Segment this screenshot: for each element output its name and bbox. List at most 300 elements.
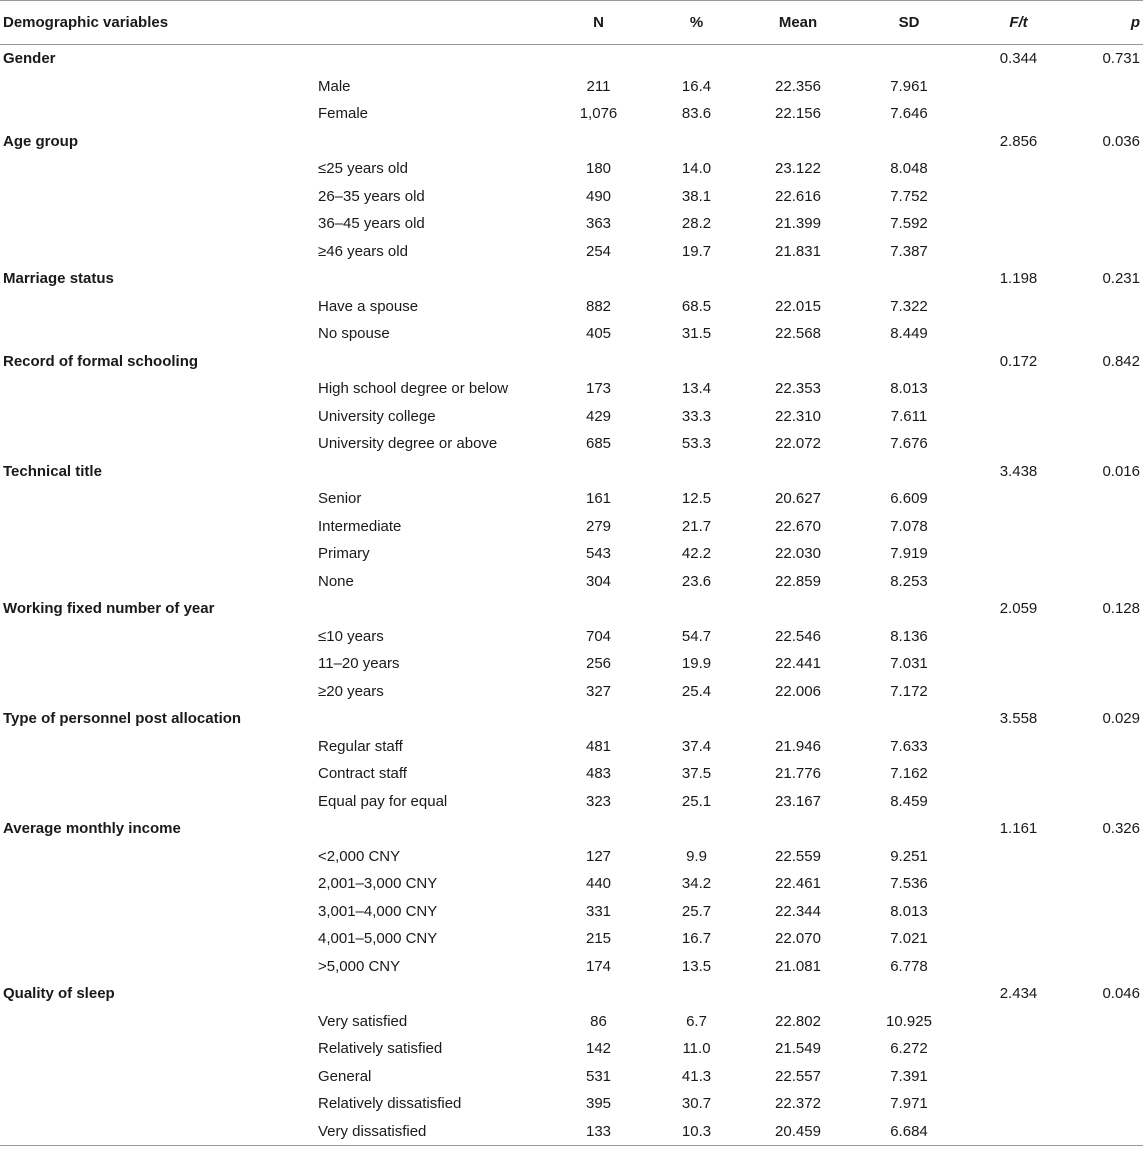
- blank-cell: [968, 540, 1069, 568]
- f-t-value: 0.172: [999, 352, 1038, 370]
- blank-cell: [968, 1090, 1069, 1118]
- blank-cell: [0, 1090, 318, 1118]
- blank-cell: [0, 843, 318, 871]
- percent-value: 13.4: [681, 380, 712, 397]
- category-label: <2,000 CNY: [318, 847, 401, 865]
- blank-cell: [968, 568, 1069, 596]
- p-value: 0.029: [1102, 710, 1140, 727]
- blank-cell: [746, 265, 850, 293]
- category-label: Relatively dissatisfied: [318, 1095, 462, 1112]
- table-row: [0, 1090, 1143, 1118]
- blank-cell: [1069, 733, 1143, 761]
- category-label: University degree or above: [318, 435, 498, 452]
- table-row: [0, 73, 1143, 101]
- blank-cell: [968, 1008, 1069, 1036]
- blank-cell: [1069, 898, 1143, 926]
- blank-cell: [968, 843, 1069, 871]
- blank-cell: [0, 293, 318, 321]
- sd-value: 8.459: [890, 792, 928, 810]
- blank-cell: [850, 128, 968, 156]
- mean-value: 22.568: [775, 325, 821, 342]
- percent-value: 19.9: [681, 655, 712, 672]
- blank-cell: [0, 733, 318, 761]
- category-label: Male: [318, 77, 351, 95]
- table-row: [0, 1118, 1143, 1146]
- sd-value: 7.961: [890, 77, 928, 95]
- blank-cell: [1069, 238, 1143, 266]
- percent-value: 14.0: [681, 160, 712, 177]
- group-row: [0, 705, 1143, 733]
- n-value: 279: [585, 517, 612, 535]
- group-name: Average monthly income: [3, 820, 181, 837]
- percent-value: 19.7: [681, 242, 712, 260]
- blank-cell: [1069, 210, 1143, 238]
- percent-value: 54.7: [681, 627, 712, 645]
- category-label: 2,001–3,000 CNY: [318, 875, 438, 892]
- sd-value: 7.322: [890, 297, 928, 315]
- sd-value: 8.048: [890, 160, 928, 177]
- n-value: 440: [585, 875, 612, 892]
- blank-cell: [550, 705, 647, 733]
- blank-cell: [968, 623, 1069, 651]
- blank-cell: [1069, 760, 1143, 788]
- blank-cell: [647, 980, 746, 1008]
- n-value: 323: [585, 792, 612, 810]
- blank-cell: [550, 815, 647, 843]
- blank-cell: [1069, 1063, 1143, 1091]
- group-name: Working fixed number of year: [3, 600, 215, 617]
- table-row: [0, 623, 1143, 651]
- blank-cell: [968, 925, 1069, 953]
- n-value: 331: [585, 902, 612, 920]
- table-row: [0, 540, 1143, 568]
- header-f-t: F/t: [968, 1, 1069, 45]
- blank-cell: [0, 953, 318, 981]
- blank-cell: [0, 210, 318, 238]
- blank-cell: [647, 128, 746, 156]
- blank-cell: [647, 265, 746, 293]
- table-row: [0, 375, 1143, 403]
- category-label: University college: [318, 407, 436, 425]
- n-value: 531: [585, 1067, 612, 1085]
- blank-cell: [968, 430, 1069, 458]
- sd-value: 8.253: [890, 572, 928, 590]
- header-mean: Mean: [746, 1, 850, 45]
- p-value: 0.128: [1102, 600, 1140, 617]
- table-row: [0, 1008, 1143, 1036]
- blank-cell: [0, 430, 318, 458]
- blank-cell: [746, 348, 850, 376]
- percent-value: 33.3: [681, 407, 712, 425]
- mean-value: 22.353: [775, 380, 821, 397]
- mean-value: 22.356: [775, 77, 821, 95]
- sd-value: 6.778: [890, 957, 928, 975]
- blank-cell: [0, 100, 318, 128]
- n-value: 395: [585, 1095, 612, 1112]
- blank-cell: [0, 485, 318, 513]
- category-label: ≤10 years: [318, 627, 384, 645]
- n-value: 1,076: [579, 105, 618, 122]
- group-name: Marriage status: [3, 270, 114, 287]
- sd-value: 7.676: [890, 435, 928, 452]
- percent-value: 23.6: [681, 572, 712, 590]
- blank-cell: [318, 265, 550, 293]
- blank-cell: [968, 210, 1069, 238]
- n-value: 704: [585, 627, 612, 645]
- mean-value: 21.776: [775, 765, 821, 782]
- mean-value: 23.122: [775, 160, 821, 177]
- blank-cell: [318, 980, 550, 1008]
- mean-value: 22.072: [775, 435, 821, 452]
- sd-value: 7.646: [890, 105, 928, 122]
- percent-value: 25.7: [681, 902, 712, 920]
- blank-cell: [1069, 100, 1143, 128]
- blank-cell: [1069, 925, 1143, 953]
- n-value: 173: [585, 380, 612, 397]
- header-p: p: [1069, 1, 1143, 45]
- p-value: 0.036: [1102, 132, 1140, 150]
- mean-value: 21.831: [775, 242, 821, 260]
- blank-cell: [1069, 293, 1143, 321]
- blank-cell: [1069, 430, 1143, 458]
- sd-value: 7.919: [890, 545, 928, 562]
- sd-value: 7.162: [890, 765, 928, 782]
- blank-cell: [647, 458, 746, 486]
- percent-value: 83.6: [681, 105, 712, 122]
- blank-cell: [0, 898, 318, 926]
- blank-cell: [0, 678, 318, 706]
- blank-cell: [647, 595, 746, 623]
- n-value: 405: [585, 325, 612, 342]
- blank-cell: [550, 265, 647, 293]
- blank-cell: [0, 870, 318, 898]
- sd-value: 9.251: [890, 847, 928, 865]
- mean-value: 20.459: [746, 1118, 850, 1146]
- mean-value: 21.081: [775, 957, 821, 975]
- sd-value: 7.611: [890, 407, 928, 425]
- blank-cell: [968, 155, 1069, 183]
- n-value: 481: [585, 737, 612, 755]
- f-t-value: 1.198: [999, 270, 1038, 287]
- mean-value: 23.167: [775, 792, 821, 810]
- sd-value: 7.971: [890, 1095, 928, 1112]
- blank-cell: [647, 705, 746, 733]
- blank-cell: [0, 1118, 318, 1146]
- n-value: 327: [585, 682, 612, 700]
- percent-value: 16.4: [681, 77, 712, 95]
- blank-cell: [1069, 623, 1143, 651]
- n-value: 127: [585, 847, 612, 865]
- blank-cell: [968, 73, 1069, 101]
- mean-value: 20.627: [775, 490, 821, 507]
- table-row: [0, 898, 1143, 926]
- n-value: 215: [585, 930, 612, 947]
- category-label: ≥46 years old: [318, 242, 408, 260]
- n-value: 490: [585, 187, 612, 205]
- blank-cell: [746, 45, 850, 73]
- table-row: [0, 320, 1143, 348]
- table-row: [0, 733, 1143, 761]
- header-n: N: [550, 1, 647, 45]
- table-row: [0, 788, 1143, 816]
- table-row: [0, 678, 1143, 706]
- blank-cell: [0, 183, 318, 211]
- table-row: [0, 155, 1143, 183]
- n-value: 256: [585, 655, 612, 672]
- blank-cell: [968, 898, 1069, 926]
- category-label: Very satisfied: [318, 1012, 408, 1030]
- table-row: [0, 513, 1143, 541]
- percent-value: 37.4: [681, 737, 712, 755]
- group-name: Quality of sleep: [3, 985, 115, 1002]
- blank-cell: [968, 293, 1069, 321]
- blank-cell: [1069, 183, 1143, 211]
- n-value: 161: [585, 490, 612, 507]
- percent-value: 28.2: [681, 215, 712, 232]
- category-label: Contract staff: [318, 765, 407, 782]
- f-t-value: 2.856: [999, 132, 1038, 150]
- blank-cell: [1069, 568, 1143, 596]
- category-label: 36–45 years old: [318, 215, 425, 232]
- category-label: 3,001–4,000 CNY: [318, 902, 438, 920]
- n-value: 543: [585, 545, 612, 562]
- blank-cell: [0, 403, 318, 431]
- f-t-value: 3.438: [999, 462, 1038, 480]
- category-label: 11–20 years: [318, 655, 400, 672]
- blank-cell: [968, 733, 1069, 761]
- sd-value: 7.021: [890, 930, 928, 947]
- sd-value: 7.031: [890, 655, 928, 672]
- blank-cell: [968, 953, 1069, 981]
- blank-cell: [0, 760, 318, 788]
- n-value: 211: [586, 77, 611, 95]
- category-label: Equal pay for equal: [318, 792, 448, 810]
- blank-cell: [1069, 403, 1143, 431]
- group-row: [0, 458, 1143, 486]
- group-row: [0, 980, 1143, 1008]
- blank-cell: [850, 458, 968, 486]
- blank-cell: [0, 925, 318, 953]
- table-row: [0, 238, 1143, 266]
- category-label: High school degree or below: [318, 380, 509, 397]
- blank-cell: [0, 155, 318, 183]
- blank-cell: [850, 348, 968, 376]
- category-label: Very dissatisfied: [318, 1118, 550, 1146]
- percent-value: 25.4: [681, 682, 712, 700]
- f-t-value: 3.558: [999, 710, 1038, 727]
- blank-cell: [968, 513, 1069, 541]
- mean-value: 22.344: [775, 902, 821, 920]
- table-row: [0, 568, 1143, 596]
- mean-value: 22.441: [775, 655, 821, 672]
- group-name: Type of personnel post allocation: [3, 710, 242, 727]
- table-row: [0, 183, 1143, 211]
- blank-cell: [850, 815, 968, 843]
- blank-cell: [968, 485, 1069, 513]
- sd-value: 6.684: [850, 1118, 968, 1146]
- blank-cell: [746, 458, 850, 486]
- category-label: >5,000 CNY: [318, 957, 401, 975]
- blank-cell: [0, 1035, 318, 1063]
- n-value: 304: [585, 572, 612, 590]
- blank-cell: [318, 705, 550, 733]
- blank-cell: [1069, 650, 1143, 678]
- category-label: No spouse: [318, 325, 390, 342]
- percent-value: 42.2: [681, 545, 712, 562]
- header-sd: SD: [850, 1, 968, 45]
- p-value: 0.326: [1102, 820, 1140, 837]
- percent-value: 10.3: [647, 1118, 746, 1146]
- table-row: [0, 760, 1143, 788]
- blank-cell: [0, 650, 318, 678]
- blank-cell: [968, 375, 1069, 403]
- mean-value: 22.559: [775, 847, 821, 865]
- blank-cell: [968, 1063, 1069, 1091]
- blank-cell: [647, 45, 746, 73]
- blank-cell: [550, 980, 647, 1008]
- sd-value: 8.449: [890, 325, 928, 342]
- blank-cell: [0, 568, 318, 596]
- blank-cell: [0, 1008, 318, 1036]
- blank-cell: [968, 1035, 1069, 1063]
- blank-cell: [0, 375, 318, 403]
- blank-cell: [1069, 678, 1143, 706]
- percent-value: 30.7: [681, 1095, 712, 1112]
- blank-cell: [850, 980, 968, 1008]
- n-value: 882: [585, 297, 612, 315]
- n-value: 133: [550, 1118, 647, 1146]
- sd-value: 7.536: [890, 875, 928, 892]
- group-name: Record of formal schooling: [3, 352, 199, 370]
- blank-cell: [550, 128, 647, 156]
- percent-value: 38.1: [681, 187, 712, 205]
- table-row: [0, 1035, 1143, 1063]
- table-body: [0, 45, 1143, 1146]
- blank-cell: [850, 705, 968, 733]
- group-row: [0, 45, 1143, 73]
- sd-value: 10.925: [886, 1012, 932, 1030]
- p-value: 0.731: [1102, 50, 1140, 67]
- sd-value: 7.633: [890, 737, 928, 755]
- blank-cell: [318, 45, 550, 73]
- blank-cell: [0, 540, 318, 568]
- category-label: 26–35 years old: [318, 187, 425, 205]
- category-label: 4,001–5,000 CNY: [318, 930, 438, 947]
- blank-cell: [1069, 155, 1143, 183]
- blank-cell: [968, 183, 1069, 211]
- percent-value: 53.3: [681, 435, 712, 452]
- mean-value: 22.156: [775, 105, 821, 122]
- blank-cell: [1069, 485, 1143, 513]
- table-row: [0, 430, 1143, 458]
- category-label: Have a spouse: [318, 297, 419, 315]
- blank-cell: [0, 623, 318, 651]
- blank-cell: [318, 815, 550, 843]
- blank-cell: [968, 1118, 1069, 1146]
- n-value: 483: [585, 765, 612, 782]
- percent-value: 6.7: [686, 1012, 707, 1030]
- mean-value: 21.399: [775, 215, 821, 232]
- group-row: [0, 595, 1143, 623]
- percent-value: 31.5: [681, 325, 712, 342]
- mean-value: 21.549: [775, 1040, 821, 1057]
- blank-cell: [550, 458, 647, 486]
- mean-value: 22.557: [775, 1067, 821, 1085]
- percent-value: 12.5: [681, 490, 712, 507]
- blank-cell: [318, 348, 550, 376]
- p-value: 0.016: [1102, 462, 1140, 480]
- sd-value: 6.609: [890, 490, 928, 507]
- category-label: Senior: [318, 490, 362, 507]
- f-t-value: 2.434: [999, 985, 1038, 1002]
- sd-value: 6.272: [890, 1040, 928, 1057]
- blank-cell: [550, 45, 647, 73]
- blank-cell: [1069, 320, 1143, 348]
- sd-value: 8.013: [890, 380, 928, 397]
- mean-value: 22.670: [775, 517, 821, 535]
- table-row: [0, 403, 1143, 431]
- blank-cell: [550, 595, 647, 623]
- blank-cell: [746, 128, 850, 156]
- blank-cell: [1069, 1035, 1143, 1063]
- group-row: [0, 128, 1143, 156]
- percent-value: 68.5: [681, 297, 712, 315]
- group-name: Age group: [3, 132, 78, 150]
- blank-cell: [968, 100, 1069, 128]
- group-name: Technical title: [3, 462, 102, 480]
- category-label: Primary: [318, 545, 370, 562]
- blank-cell: [0, 238, 318, 266]
- blank-cell: [550, 348, 647, 376]
- blank-cell: [850, 595, 968, 623]
- percent-value: 13.5: [681, 957, 712, 975]
- category-label: General: [318, 1067, 372, 1085]
- blank-cell: [746, 595, 850, 623]
- table-row: [0, 1063, 1143, 1091]
- sd-value: 7.592: [890, 215, 928, 232]
- percent-value: 9.9: [686, 847, 707, 865]
- blank-cell: [746, 815, 850, 843]
- p-value: 0.046: [1102, 985, 1140, 1002]
- group-row: [0, 815, 1143, 843]
- blank-cell: [647, 348, 746, 376]
- blank-cell: [1069, 1008, 1143, 1036]
- table-row: [0, 210, 1143, 238]
- table-header: [0, 1, 1143, 45]
- header-row: [0, 1, 1143, 45]
- table-row: [0, 293, 1143, 321]
- percent-value: 34.2: [681, 875, 712, 892]
- sd-value: 8.013: [890, 902, 928, 920]
- n-value: 180: [585, 160, 612, 177]
- mean-value: 22.546: [775, 627, 821, 645]
- blank-cell: [746, 705, 850, 733]
- mean-value: 22.461: [775, 875, 821, 892]
- sd-value: 7.172: [890, 682, 928, 700]
- n-value: 174: [585, 957, 612, 975]
- blank-cell: [0, 320, 318, 348]
- n-value: 685: [585, 435, 612, 452]
- blank-cell: [1069, 843, 1143, 871]
- mean-value: 22.006: [775, 682, 821, 700]
- blank-cell: [968, 870, 1069, 898]
- blank-cell: [1069, 513, 1143, 541]
- sd-value: 7.752: [890, 187, 928, 205]
- blank-cell: [1069, 540, 1143, 568]
- blank-cell: [1069, 870, 1143, 898]
- blank-cell: [1069, 953, 1143, 981]
- blank-cell: [647, 815, 746, 843]
